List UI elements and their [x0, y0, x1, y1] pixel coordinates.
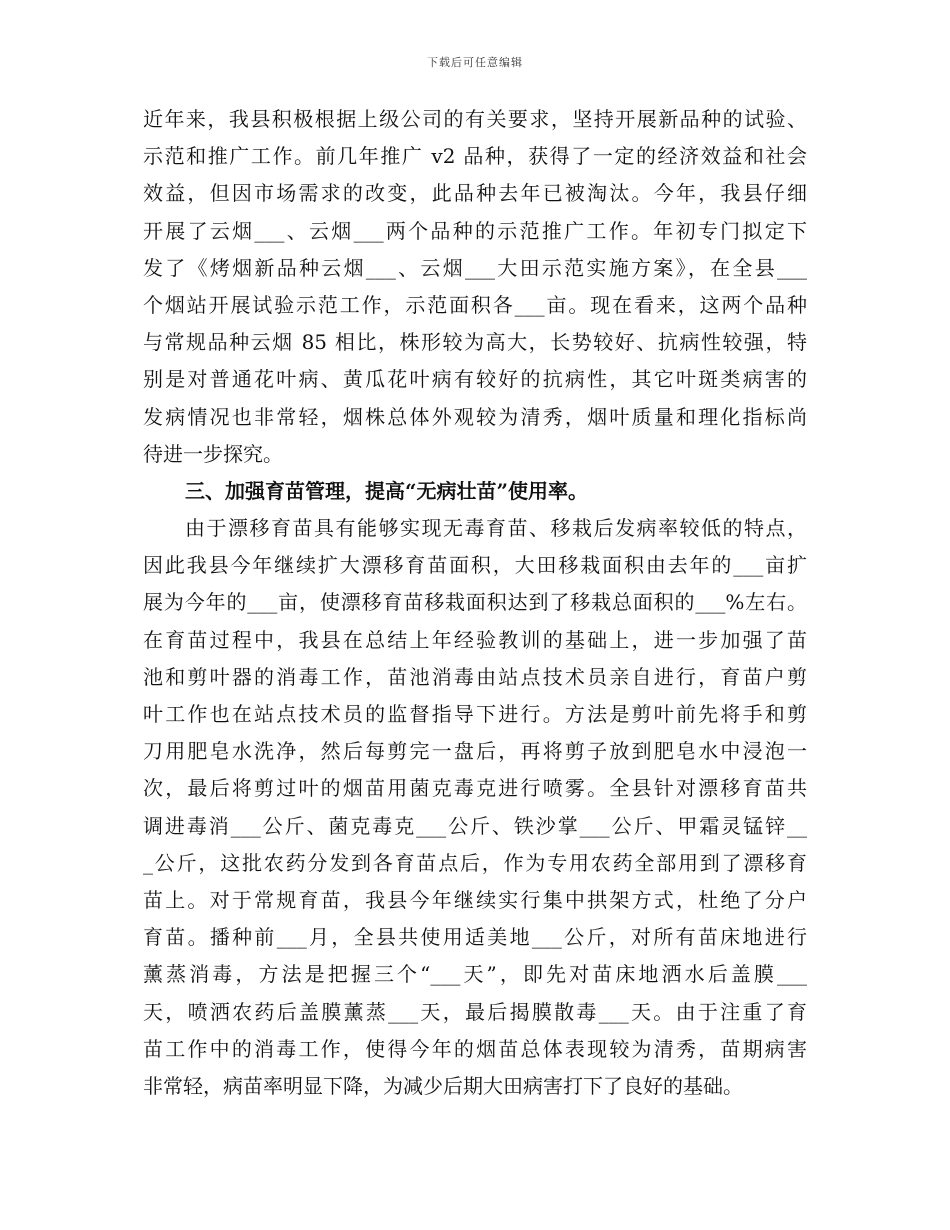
- paragraph-line: 薰蒸消毒，方法是把握三个“___天”，即先对苗床地洒水后盖膜___: [143, 962, 807, 987]
- paragraph-line: 苗上。对于常规育苗，我县今年继续实行集中拱架方式，杜绝了分户: [143, 887, 807, 912]
- paragraph-line: _公斤，这批农药分发到各育苗点后，作为专用农药全部用到了漂移育: [143, 850, 807, 875]
- paragraph-line: 育苗。播种前___月，全县共使用适美地___公斤，对所有苗床地进行: [143, 925, 807, 950]
- paragraph-line: 天，喷洒农药后盖膜薰蒸___天，最后揭膜散毒___天。由于注重了育: [143, 999, 807, 1024]
- paragraph-line: 叶工作也在站点技术员的监督指导下进行。方法是剪叶前先将手和剪: [143, 702, 807, 726]
- paragraph-line: 刀用肥皂水洗净，然后每剪完一盘后，再将剪子放到肥皂水中浸泡一: [143, 739, 807, 764]
- paragraph-line: 效益，但因市场需求的改变，此品种去年已被淘汰。今年，我县仔细: [143, 181, 807, 206]
- paragraph-line: 由于漂移育苗具有能够实现无毒育苗、移栽后发病率较低的特点，: [185, 516, 807, 541]
- section-heading: 三、加强育苗管理，提高“无病壮苗”使用率。: [185, 478, 589, 503]
- paragraph-line: 非常轻，病苗率明显下降，为减少后期大田病害打下了良好的基础。: [143, 1073, 743, 1098]
- paragraph-line: 在育苗过程中，我县在总结上年经验教训的基础上，进一步加强了苗: [143, 627, 807, 652]
- paragraph-line: 调进毒消___公斤、菌克毒克___公斤、铁沙掌___公斤、甲霜灵锰锌__: [143, 813, 807, 838]
- paragraph-line: 展为今年的___亩，使漂移育苗移栽面积达到了移栽总面积的___%左右。: [143, 590, 807, 615]
- paragraph-line: 近年来，我县积极根据上级公司的有关要求，坚持开展新品种的试验、: [143, 107, 807, 131]
- paragraph-line: 发了《烤烟新品种云烟___、云烟___大田示范实施方案》，在全县___: [143, 255, 807, 280]
- paragraph-line: 发病情况也非常轻，烟株总体外观较为清秀，烟叶质量和理化指标尚: [143, 404, 807, 429]
- paragraph-line: 示范和推广工作。前几年推广 v2 品种，获得了一定的经济效益和社会: [143, 144, 807, 169]
- paragraph-line: 个烟站开展试验示范工作，示范面积各___亩。现在看来，这两个品种: [143, 292, 807, 317]
- paragraph-line: 与常规品种云烟 85 相比，株形较为高大，长势较好、抗病性较强，特: [143, 330, 807, 355]
- paragraph-line: 开展了云烟___、云烟___两个品种的示范推广工作。年初专门拟定下: [143, 218, 807, 243]
- paragraph-line: 次，最后将剪过叶的烟苗用菌克毒克进行喷雾。全县针对漂移育苗共: [143, 776, 807, 801]
- paragraph-line: 待进一步探究。: [143, 441, 283, 466]
- document-body: [143, 101, 807, 1105]
- paragraph-line: 苗工作中的消毒工作，使得今年的烟苗总体表现较为清秀，苗期病害: [143, 1036, 807, 1061]
- page-header-note: 下载后可任意编辑: [427, 56, 523, 69]
- paragraph-line: 池和剪叶器的消毒工作，苗池消毒由站点技术员亲自进行，育苗户剪: [143, 664, 807, 689]
- paragraph-line: 别是对普通花叶病、黄瓜花叶病有较好的抗病性，其它叶斑类病害的: [143, 367, 807, 392]
- paragraph-line: 因此我县今年继续扩大漂移育苗面积，大田移栽面积由去年的___亩扩: [143, 553, 807, 578]
